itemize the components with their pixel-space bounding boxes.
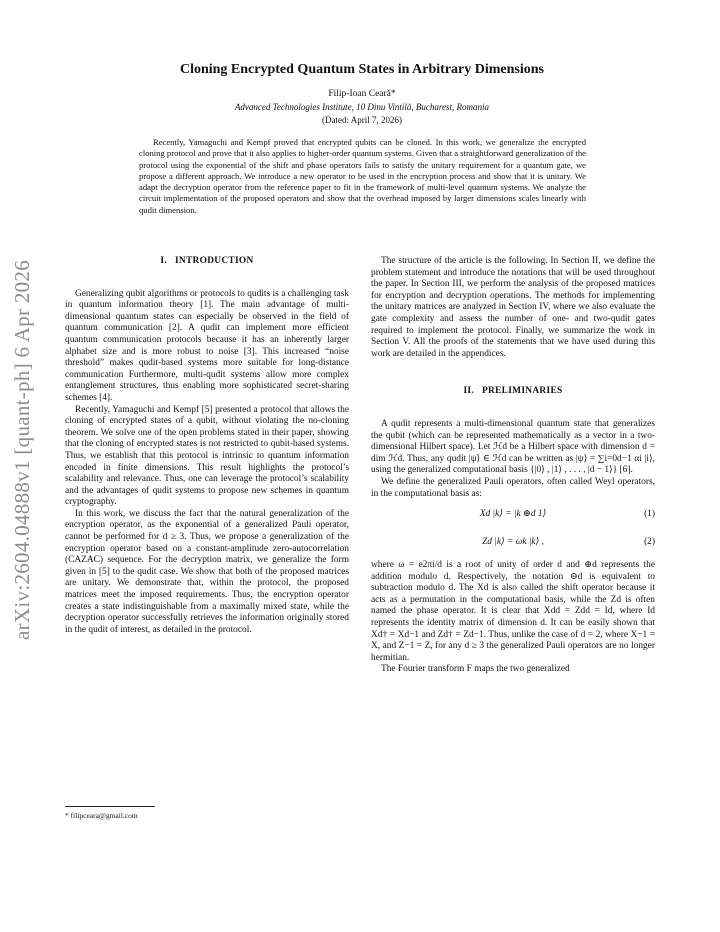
intro-paragraph: In this work, we discuss the fact that the natural generalization of the encryption operator, as the exponential of a generalized Pauli operator, cannot be performed for d ≥ 3. Thus, we propose a generalization of the encryption operator based on a constant-amplitude zero-autocorrelation (CAZAC) sequence. For the decryption matrix, we generalize the form given in [5] to the qudit case. We show that both of the proposed matrices are unitary. We demonstrate that, within the protocol, the proposed matrices meet the imposed requirements. Thus, the encryption operator creates a state indistinguishable from a maximally mixed state, while the decryption operator successfully retrieves the information originally stored in the qudit of interest, as detailed in the protocol. (65, 508, 349, 635)
left-column (65, 256, 349, 636)
equation-number: (1) (644, 509, 655, 520)
equation-body: Xd |k⟩ = |k ⊕d 1⟩ (479, 509, 547, 520)
equation-body: Zd |k⟩ = ωk |k⟩ , (482, 537, 544, 548)
preliminaries-paragraph: The Fourier transform F maps the two generalized (381, 664, 570, 675)
structure-paragraph: The structure of the article is the following. In Section II, we define the problem statement and introduce the notations that will be used throughout the paper. In Section III, we perform the analysis of the proposed matrices for encryption and decryption operations. The methods for implementing the unitary matrices are analyzed in Section IV, where we also evaluate the gate complexity and assess the number of one- and two-qudit gates required to implement the protocol. Finally, we summarize the work in Section V. All the proofs of the statements that we have used during this work are detailed in the appendices. (371, 256, 655, 359)
footnote-divider (65, 806, 155, 807)
section-title: INTRODUCTION (174, 256, 254, 266)
section-title: PRELIMINARIES (482, 386, 563, 397)
equation-1 (371, 504, 655, 528)
paper-author: Filip-Ioan Ceară* (328, 89, 396, 99)
abstract: Recently, Yamaguchi and Kempf proved that encrypted qubits can be cloned. In this work, we generalize the encrypted cloning protocol and prove that it also applies to higher-order quantum systems. Given that a straightforward generalization of the protocol using the exponential of the shift and phase operators fails to satisfy the unitary requirement for a quantum gate, we propose a different approach. We introduce a new operator to be used in the encryption process and show that it is unitary. We adapt the decryption operator from the reference paper to fit in the framework of multi-level quantum systems. We analyze the circuit implementation of the proposed operators and show that the overhead imposed by larger dimensions scales linearly with qudit dimension. (139, 137, 586, 215)
preliminaries-paragraph: where ω = e2πi/d is a root of unity of order d and ⊕d represents the addition modulo d. Respectively, the notation ⊖d is equivalent to subtraction modulo d. The Xd is also called the shift operator because it acts as a permutation in the computational basis, while the Zd is often named the phase operator. It is clear that Xdd = Zdd = Id, where Id represents the identity matrix of dimension d. It can be easily shown that Xd† = Xd−1 and Zd† = Zd−1. Thus, unlike the case of d = 2, where X−1 = X, and Z−1 = Z, for any d ≥ 3 the generalized Pauli operators are no longer hermitian. (371, 560, 655, 663)
intro-paragraph: Recently, Yamaguchi and Kempf [5] presented a protocol that allows the cloning of encrypted states of a qubit, without violating the no-cloning theorem. We solve one of the open problems stated in their paper, showing that the cloning of encrypted states is not restricted to qubit-based systems. Thus, we establish that this protocol is intrinsic to quantum information encoded in finite dimensions. This result highlights the protocol’s scalability and relevance. Thus, one can leverage the protocol’s scalability and the advantages of qudit systems to propose new schemes in quantum cryptography. (65, 404, 349, 508)
author-affiliation: Advanced Technologies Institute, 10 Dinu Vintilă, Bucharest, Romania (234, 102, 490, 112)
footnote-email: * filipceara@gmail.com (65, 811, 138, 820)
section-number: II. (463, 386, 475, 397)
preliminaries-paragraph: A qudit represents a multi-dimensional quantum state that generalizes the qubit (which can be represented mathematically as a vector in a two-dimensional Hilbert space). Let ℋd be a Hilbert space with dimension d = dim ℋd. Thus, any qudit |ψ⟩ ∈ ℋd can be written as |ψ⟩ = ∑i=0d−1 αi |i⟩, using the generalized computational basis {|0⟩ , |1⟩ , . . . , |d − 1⟩} [6]. (371, 418, 655, 476)
equation-2 (371, 532, 655, 556)
section-heading-preliminaries (371, 386, 655, 398)
section-number: I. (160, 256, 167, 266)
paper-date: (Dated: April 7, 2026) (322, 115, 402, 125)
preliminaries-paragraph: We define the generalized Pauli operators, often called Weyl operators, in the computational basis as: (371, 476, 655, 499)
arxiv-identifier-stamp: arXiv:2604.04888v1 [quant-ph] 6 Apr 2026 (10, 259, 34, 640)
section-heading-introduction (65, 256, 349, 268)
intro-paragraph: Generalizing qubit algorithms or protocols to qudits is a challenging task in quantum information theory [1]. The main advantage of multi-dimensional quantum states can especially be observed in the field of quantum communication [2]. A qudit can implement more efficient quantum communication protocols because it has an inherently larger alphabet size and is more robust to noise [3]. This increased “noise threshold” makes qudit-based systems more suitable for long-distance communication Furthermore, multi-qudit systems allow more complex entanglement structures, thus enabling more sophisticated secret-sharing schemes [4]. (65, 288, 349, 403)
paper-title: Cloning Encrypted Quantum States in Arbitrary Dimensions (179, 62, 545, 77)
right-column (371, 256, 655, 676)
equation-number: (2) (644, 537, 655, 548)
